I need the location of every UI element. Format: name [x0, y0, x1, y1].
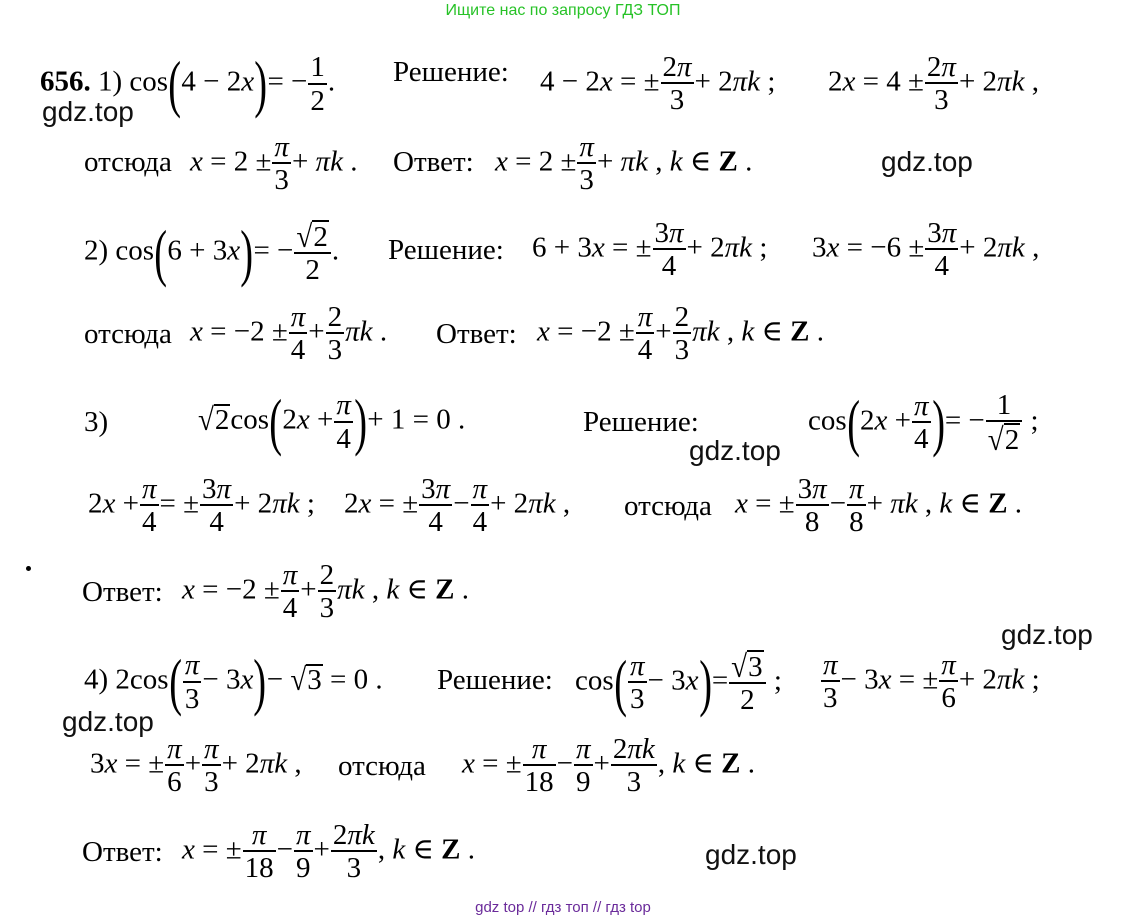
- watermark: gdz.top: [42, 96, 134, 127]
- solution-label: Решение:: [583, 406, 699, 438]
- watermark: gdz.top: [689, 435, 781, 466]
- watermark: gdz.top: [881, 146, 973, 177]
- answer-label: Ответ:: [82, 576, 163, 608]
- answer-label: Ответ:: [82, 836, 163, 868]
- hence-label: отсюда: [84, 318, 172, 350]
- solution-label: Решение:: [393, 56, 509, 88]
- watermark: gdz.top: [705, 839, 797, 870]
- answer-label: Ответ:: [436, 318, 517, 350]
- problem-number: 656.: [40, 65, 91, 98]
- hence-label: отсюда: [338, 750, 426, 782]
- solution-label: Решение:: [437, 664, 553, 696]
- watermark: gdz.top: [1001, 619, 1093, 650]
- solution-label: Решение:: [388, 234, 504, 266]
- top-banner: Ищите нас по запросу ГДЗ ТОП: [445, 2, 681, 19]
- fraction: $\frac{1}{2}$: [310, 51, 325, 117]
- answer-label: Ответ:: [393, 146, 474, 178]
- stray-dot: [26, 566, 31, 571]
- hence-label: отсюда: [624, 490, 712, 522]
- watermark: gdz.top: [62, 706, 154, 737]
- footer-links[interactable]: gdz top // гдз топ // гдз top: [475, 899, 651, 916]
- hence-label: отсюда: [84, 146, 172, 178]
